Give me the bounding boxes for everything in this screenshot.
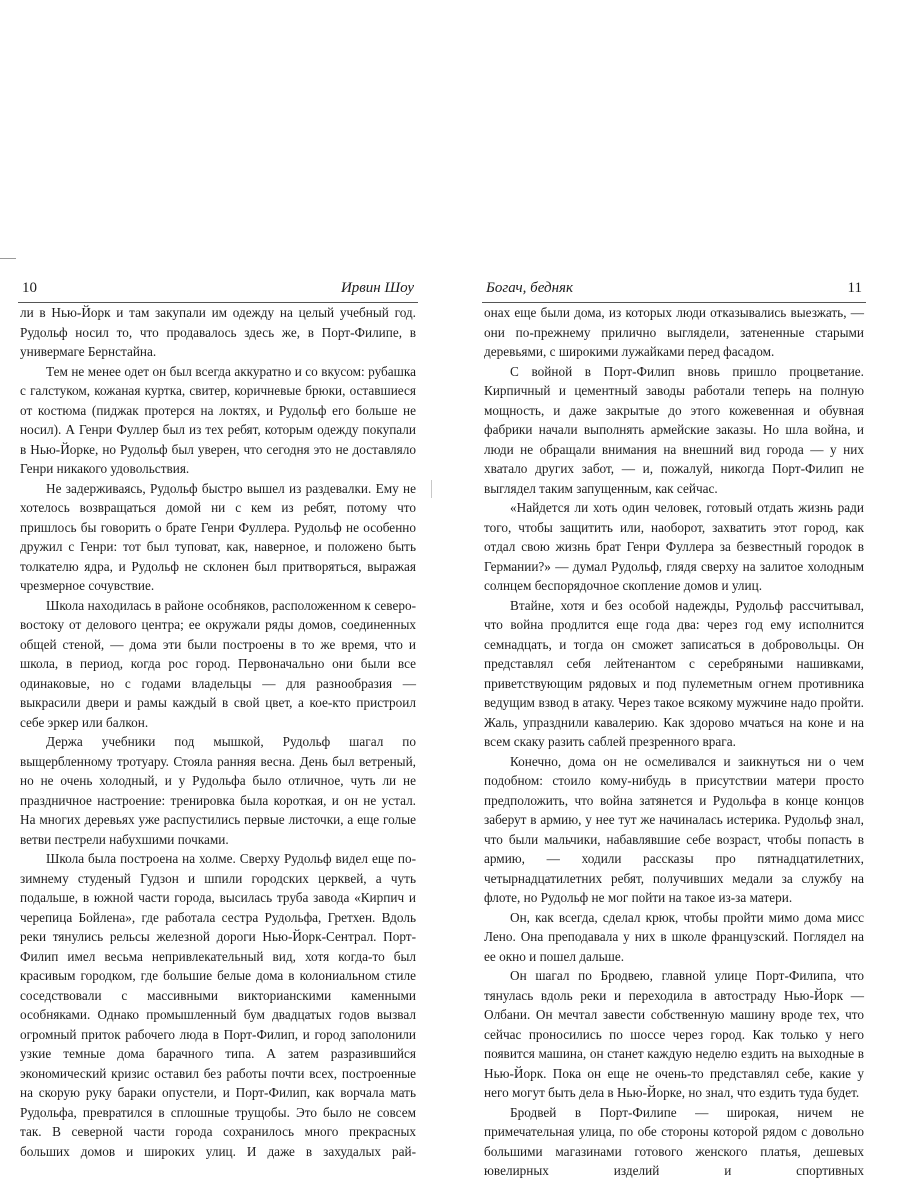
paragraph: Тем не менее одет он был всегда аккуратно и со вкусом: рубашка с галстуком, кожаная куртка, свитер, коричневые брюки, оставшиеся от костюма (пиджак протерся на локтях, и Рудольф его больше не носил). А Генри Фуллер был из тех ребят, которым одежду покупали в Нью-Йорке, но Рудольф был уверен, что сегодня это не доставляло Генри никакого удовольствия. (20, 363, 416, 476)
right-body-text (482, 303, 866, 1181)
paragraph: ли в Нью-Йорк и там закупали им одежду на целый учебный год. Рудольф носил то, что продавалось здесь же, в Порт-Филипе, в универмаге Бернстайна. (20, 305, 416, 359)
left-page (18, 280, 418, 1161)
right-page-number: 11 (847, 280, 862, 296)
paragraph: Держа учебники под мышкой, Рудольф шагал по выщербленному тротуару. Стояла ранняя весна. День был ветреный, но не очень холодный, и у Рудольфа было отличное, чуть ли не праздничное настроение: тренировка была короткая, и он не устал. На многих деревьях уже распустились первые листочки, а еще голые ветви пестрели набухшими почками. (20, 734, 416, 847)
right-running-title: Богач, бедняк (486, 280, 574, 296)
paragraph: Школа была построена на холме. Сверху Рудольф видел еще по-зимнему студеный Гудзон и шпили городских церквей, а чуть подальше, в южной части города, высилась труба завода «Кирпич и черепица Бойлена», где работала сестра Рудольфа, Гретхен. Вдоль реки тянулись рельсы железной дороги Нью-Йорк-Сентрал. Порт-Филип имел весьма непривлекательный вид, хотя когда-то был красивым городком, где большие белые дома в колониальном стиле соседствовали с массивными викторианскими каменными особняками. Однако промышленный бум двадцатых годов вызвал огромный приток рабочего люда в Порт-Филип, и город заполонили узкие темные дома барачного типа. А затем разразившийся экономический кризис оставил без работы почти всех, построенные на скорую руку бараки опустели, и Порт-Филип, как ворчала мать Рудольфа, превратился в сплошные трущобы. Это было не совсем так. В северной части города сохранилось много прекрасных больших домов и широких улиц. И даже в захудалых рай- (20, 851, 416, 1159)
left-body-text (18, 303, 418, 1161)
paragraph: Школа находилась в районе особняков, расположенном к северо-востоку от делового центра; ее окружали ряды домов, соединенных общей стеной, — дома эти были построены в то же время, что и школа, в период, когда рос город. Первоначально они были все одинаковые, но с годами владельцы — для разнообразия — выкрасили двери и рамы каждый в свой цвет, а кое-кто пристроил себе эркер или балкон. (20, 597, 416, 730)
paragraph: Конечно, дома он не осмеливался и заикнуться ни о чем подобном: стоило кому-нибудь в присутствии матери просто предположить, что война затянется и Рудольфа в конце концов заберут в армию, у нее тут же начиналась истерика. Рудольф знал, что были мальчики, набавлявшие себе возраст, чтобы попасть в армию, — ходили рассказы про пятнадцатилетних, четырнадцатилетних ребят, получивших медали за службу на флоте, но Рудольф не мог пойти на такое из-за матери. (484, 753, 864, 905)
right-running-head (482, 280, 866, 303)
left-running-head (18, 280, 418, 303)
paragraph: «Найдется ли хоть один человек, готовый отдать жизнь ради того, чтобы защитить или, наоборот, захватить этот город, как отдал свою жизнь брат Генри Фуллера за безвестный городок в Германии?» — думал Рудольф, глядя сверху на залитое холодным солнцем беспорядочное скопление домов и улиц. (484, 500, 864, 593)
paragraph: Он шагал по Бродвею, главной улице Порт-Филипа, что тянулась вдоль реки и переходила в автостраду Нью-Йорк — Олбани. Он мечтал завести собственную машину вроде тех, что сейчас проносились по шоссе через город. Как только у него появится машина, он станет каждую неделю ездить на выходные в Нью-Йорк. Пока он еще не очень-то представлял себе, какие у него могут быть дела в Нью-Йорке, но знал, что ездить туда будет. (484, 968, 864, 1100)
edge-mark (0, 258, 16, 259)
paragraph: Втайне, хотя и без особой надежды, Рудольф рассчитывал, что война продлится еще года два: через год ему исполнится семнадцать, и тогда он сможет записаться в добровольцы. Он представлял себя лейтенантом с серебряными нашивками, приветствующим рядовых и под пулеметным огнем противника ведущим взвод в атаку. Через такое всякому мужчине надо пройти. Жаль, упразднили кавалерию. Как здорово мчаться на коне и на всем скаку разить саблей презренного врага. (484, 597, 864, 749)
gutter-shadow (431, 480, 432, 498)
paragraph: Не задерживаясь, Рудольф быстро вышел из раздевалки. Ему не хотелось возвращаться домой ни с кем из ребят, потому что пришлось бы говорить о брате Генри Фуллера. Рудольф не особенно дружил с Генри: тот был туповат, как, наверное, и положено быть толкателю ядра, и Рудольф не склонен был притворяться, выражая чрезмерное сочувствие. (20, 480, 416, 593)
paragraph: онах еще были дома, из которых люди отказывались выезжать, — они по-прежнему прилично выглядели, затененные старыми деревьями, с широкими лужайками перед фасадом. (484, 305, 864, 359)
paragraph: Бродвей в Порт-Филипе — широкая, ничем не примечательная улица, по обе стороны которой рядом с довольно большими магазинами готового женского платья, дешевых ювелирных изделий и спортивных (484, 1104, 864, 1178)
paragraph: Он, как всегда, сделал крюк, чтобы пройти мимо дома мисс Лено. Она преподавала у них в школе французский. Поглядел на ее окно и пошел дальше. (484, 909, 864, 964)
left-running-title: Ирвин Шоу (340, 280, 414, 296)
paragraph: С войной в Порт-Филип вновь пришло процветание. Кирпичный и цементный заводы работали теперь на полную мощность, и даже закрытые до этого кожевенная и обувная фабрики начали выполнять армейские заказы. Но шла война, и люди не обращали внимания на внешний вид города — у них хватало других забот, — и, пожалуй, никогда Порт-Филип не выглядел таким запущенным, как сейчас. (484, 363, 864, 496)
left-page-number: 10 (22, 280, 37, 296)
right-page (482, 280, 866, 1181)
